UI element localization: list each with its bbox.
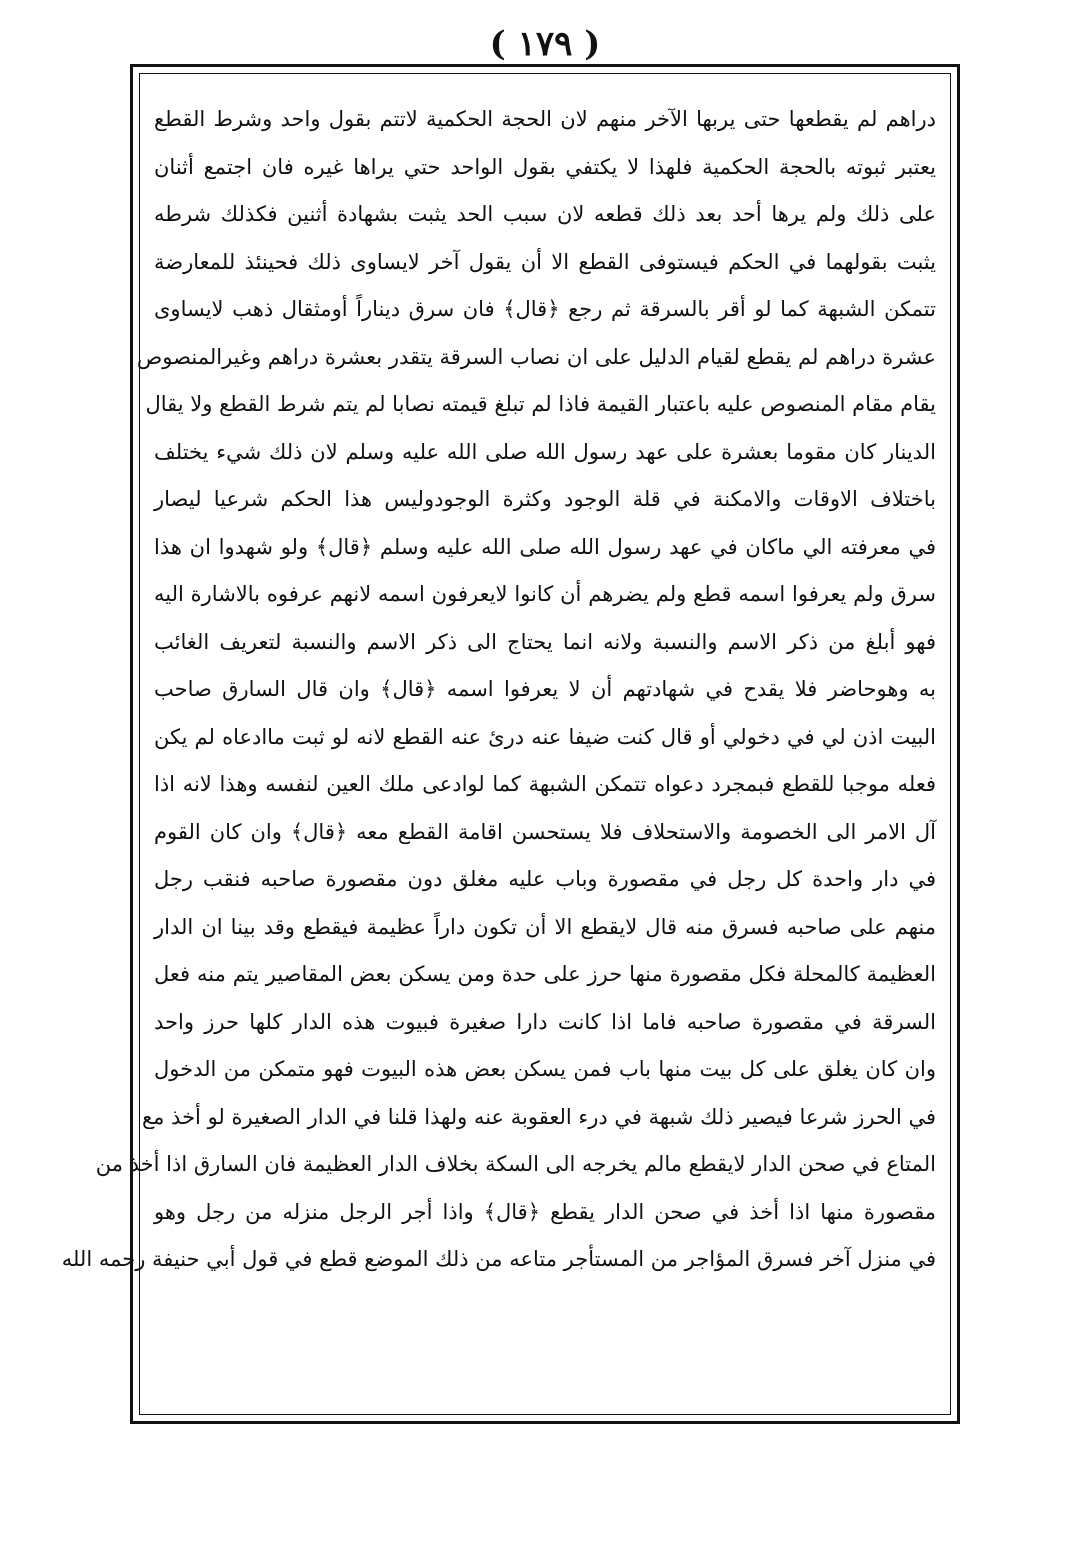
text-line: الدينار كان مقوما بعشرة على عهد رسول الله صلى الله عليه وسلم لان ذلك شيء يختلف [154,439,936,464]
text-line: العظيمة كالمحلة فكل مقصورة منها حرز على حدة ومن يسكن بعض المقاصير يتم منه فعل [154,962,936,986]
text-line: في معرفته الي ماكان في عهد رسول الله صلى الله عليه وسلم ﴿قال﴾ ولو شهدوا ان هذا [154,534,936,559]
text-line: يثبت بقولهما في الحكم فيستوفى القطع الا أن يقول آخر لايساوى ذلك فحينئذ للمعارضة [154,249,936,274]
text-line: عشرة دراهم لم يقطع لقيام الدليل على ان نصاب السرقة يتقدر بعشرة دراهم وغيرالمنصوص [136,344,936,369]
text-line: البيت اذن لي في دخولي أو قال كنت ضيفا عنه درئ عنه القطع لانه لو ثبت ماادعاه لم يكن [154,724,936,749]
text-line: في دار واحدة كل رجل في مقصورة وباب عليه مغلق دون مقصورة صاحبه فنقب رجل [154,867,936,891]
page-frame-inner [61,73,951,1415]
text-line: منهم على صاحبه فسرق منه قال لايقطع الا أن تكون داراً عظيمة فيقطع وقد بينا ان الدار [154,914,936,939]
text-line: يقام مقام المنصوص عليه باعتبار القيمة فاذا لم تبلغ قيمته نصابا لم يتم شرط القطع ولا يقال [145,392,936,416]
page-number: ( ١٧٩ ) [489,24,601,64]
text-line: دراهم لم يقطعها حتى يربها الآخر منهم لان الحجة الحكمية لاتتم بقول واحد وشرط القطع [154,107,936,131]
text-line: آل الامر الى الخصومة والاستحلاف فلا يستحسن اقامة القطع معه ﴿قال﴾ وان كان القوم [154,819,936,844]
text-line: المتاع في صحن الدار لايقطع مالم يخرجه الى السكة بخلاف الدار العظيمة فان السارق اذا أخذ من [95,1152,936,1176]
text-line: يعتبر ثبوته بالحجة الحكمية فلهذا لا يكتفي بقول الواحد حتي يراها غيره فان اجتمع أثنان [154,154,936,179]
text-line: به وهوحاضر فلا يقدح في شهادتهم أن لا يعرفوا اسمه ﴿قال﴾ وان قال السارق صاحب [154,677,936,701]
text-line: في الحرز شرعا فيصير ذلك شبهة في درء العقوبة عنه ولهذا قلنا في الدار الصغيرة لو أخذ مع [141,1104,936,1129]
text-line: تتمكن الشبهة كما لو أقر بالسرقة ثم رجع ﴿قال﴾ فان سرق ديناراً أومثقال ذهب لايساوى [154,297,936,321]
text-line: باختلاف الاوقات والامكنة في قلة الوجود وكثرة الوجودوليس هذا الحكم شرعيا ليصار [154,487,936,511]
text-line: فعله موجبا للقطع فبمجرد دعواه تتمكن الشبهة كما لوادعى ملك العين لنفسه وهذا لانه اذا [154,772,936,796]
text-line: على ذلك ولم يرها أحد بعد ذلك قطعه لان سبب الحد يثبت بشهادة أثنين فكذلك شرطه [154,202,936,226]
text-line: في منزل آخر فسرق المؤاجر من المستأجر متاعه من ذلك الموضع قطع في قول أبي حنيفة رحمه الله [61,1247,936,1271]
text-line: فهو أبلغ من ذكر الاسم والنسبة ولانه انما يحتاج الى ذكر الاسم والنسبة لتعريف الغائب [154,629,936,654]
body-text [61,96,936,1396]
text-line: وان كان يغلق على كل بيت منها باب فمن يسكن بعض هذه البيوت فهو متمكن من الدخول [154,1057,936,1081]
text-line: السرقة في مقصورة صاحبه فاما اذا كانت دارا صغيرة فبيوت هذه الدار كلها حرز واحد [154,1009,936,1034]
text-line: مقصورة منها اذا أخذ في صحن الدار يقطع ﴿قال﴾ واذا أجر الرجل منزله من رجل وهو [154,1199,936,1224]
page-frame [61,64,960,1424]
text-line: سرق ولم يعرفوا اسمه قطع ولم يضرهم أن كانوا لايعرفون اسمه لانهم عرفوه بالاشارة اليه [154,582,936,606]
